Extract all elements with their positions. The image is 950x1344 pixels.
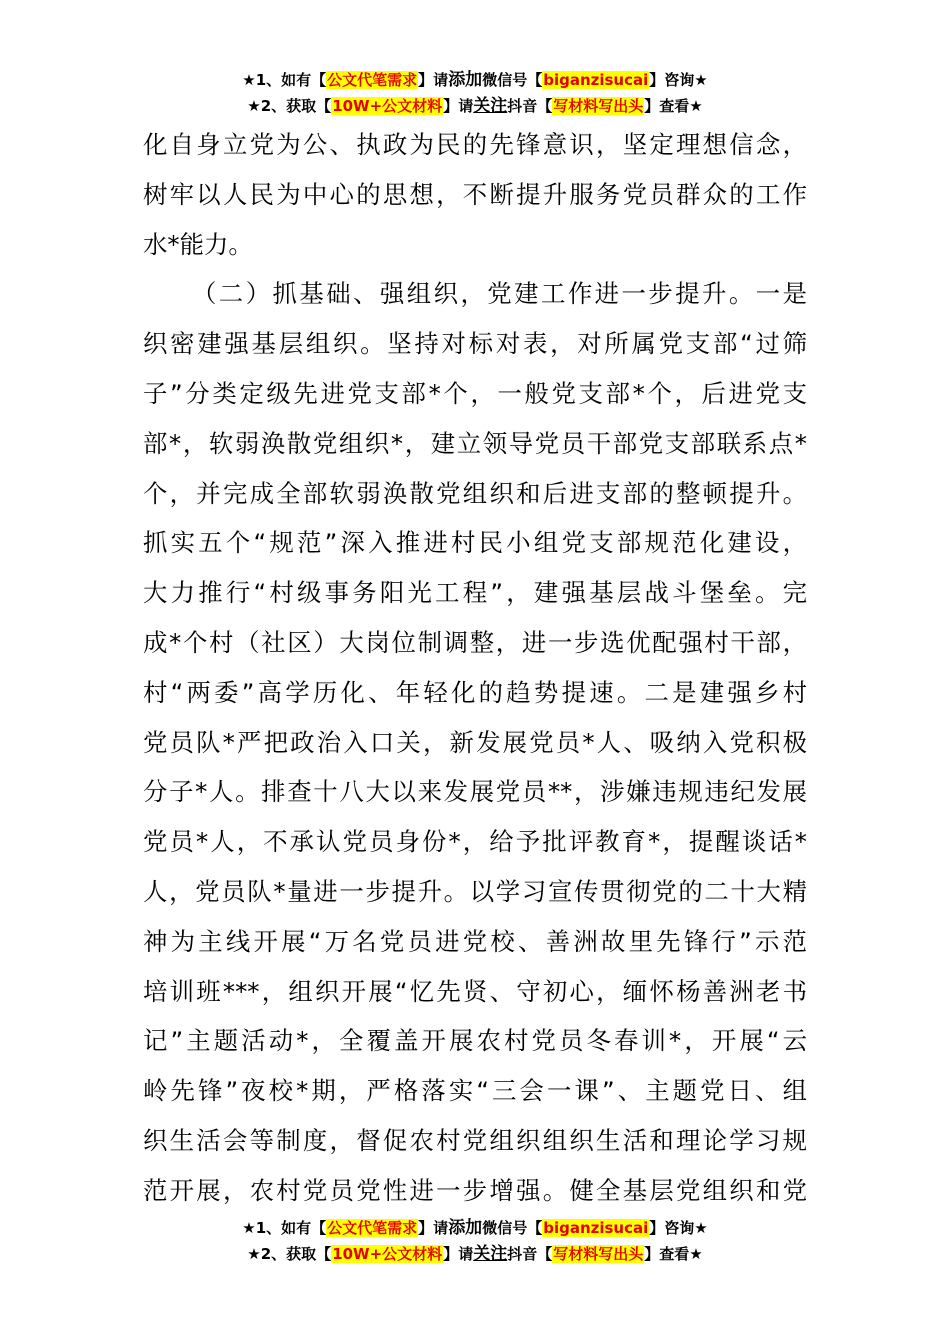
body-line: 子”分类定级先进党支部*个，一般党支部*个，后进党支 [143, 378, 807, 408]
body-line: 大力推行“村级事务阳光工程”，建强基层战斗堡垒。完 [143, 578, 807, 608]
section-heading-line: （二）抓基础、强组织，党建工作进一步提升。一是 [192, 279, 807, 309]
body-line: 党员队*严把政治入口关，新发展党员*人、吸纳入党积极 [143, 727, 807, 757]
banner-line-2 [0, 94, 950, 120]
body-line: 织密建强基层组织。坚持对标对表，对所属党支部“过筛 [143, 329, 807, 359]
body-line: 织生活会等制度，督促农村党组织组织生活和理论学习规 [143, 1125, 807, 1155]
body-line: 人，党员队*量进一步提升。以学习宣传贯彻党的二十大精 [143, 876, 807, 906]
body-line: 个，并完成全部软弱涣散党组织和后进支部的整顿提升。 [143, 478, 807, 508]
banner-highlight: 10W+公文材料 [332, 1245, 443, 1263]
banner-text: 】查看★ [644, 97, 703, 115]
body-line: 岭先锋”夜校*期，严格落实“三会一课”、主题党日、组 [143, 1076, 807, 1106]
body-line: 成*个村（社区）大岗位制调整，进一步选优配强村干部， [143, 627, 807, 657]
banner-highlight: 公文代笔需求 [327, 1219, 418, 1237]
body-line: 记”主题活动*，全覆盖开展农村党员冬春训*，开展“云 [143, 1026, 807, 1056]
document-body [143, 120, 807, 1216]
banner-line-1 [0, 1216, 950, 1242]
banner-line-2 [0, 1242, 950, 1268]
banner-text: ★1、如有【 [242, 71, 327, 89]
body-line: 神为主线开展“万名党员进党校、善洲故里先锋行”示范 [143, 926, 807, 956]
banner-highlight: 10W+公文材料 [332, 97, 443, 115]
body-line: 树牢以人民为中心的思想，不断提升服务党员群众的工作 [143, 179, 807, 209]
banner-text: 】请 [443, 97, 474, 115]
banner-text: 】请 [418, 71, 449, 89]
body-line: 范开展，农村党员党性进一步增强。健全基层党组织和党 [143, 1175, 807, 1205]
banner-emphasis: 关注 [473, 96, 508, 116]
banner-text: ★2、获取【 [247, 97, 332, 115]
banner-emphasis: 添加 [448, 70, 483, 90]
banner-highlight: biganzisucai [543, 1219, 649, 1237]
banner-emphasis: 添加 [448, 1218, 483, 1238]
body-line: 部*，软弱涣散党组织*，建立领导党员干部党支部联系点* [143, 428, 807, 458]
body-line: 村“两委”高学历化、年轻化的趋势提速。二是建强乡村 [143, 677, 807, 707]
banner-text: 】查看★ [644, 1245, 703, 1263]
banner-text: 抖音【 [507, 97, 553, 115]
banner-text: 微信号【 [482, 71, 543, 89]
body-line: 培训班***，组织开展“忆先贤、守初心，缅怀杨善洲老书 [143, 976, 807, 1006]
banner-text: 】请 [443, 1245, 474, 1263]
body-line: 化自身立党为公、执政为民的先锋意识，坚定理想信念， [143, 130, 807, 159]
body-line: 水*能力。 [143, 229, 253, 259]
banner-highlight: 公文代笔需求 [327, 71, 418, 89]
banner-line-1 [0, 68, 950, 94]
banner-highlight: biganzisucai [543, 71, 649, 89]
body-line: 党员*人，不承认党员身份*，给予批评教育*，提醒谈话* [143, 827, 807, 857]
header-banner [0, 68, 950, 120]
banner-highlight: 写材料写出头 [553, 1245, 644, 1263]
body-line: 分子*人。排查十八大以来发展党员**，涉嫌违规违纪发展 [143, 777, 807, 807]
banner-text: ★2、获取【 [247, 1245, 332, 1263]
banner-highlight: 写材料写出头 [553, 97, 644, 115]
banner-text: ★1、如有【 [242, 1219, 327, 1237]
banner-text: 】咨询★ [649, 1219, 708, 1237]
banner-text: 抖音【 [507, 1245, 553, 1263]
banner-text: 】咨询★ [649, 71, 708, 89]
banner-text: 微信号【 [482, 1219, 543, 1237]
body-line: 抓实五个“规范”深入推进村民小组党支部规范化建设， [143, 528, 807, 558]
banner-text: 】请 [418, 1219, 449, 1237]
banner-emphasis: 关注 [473, 1244, 508, 1264]
footer-banner [0, 1216, 950, 1268]
